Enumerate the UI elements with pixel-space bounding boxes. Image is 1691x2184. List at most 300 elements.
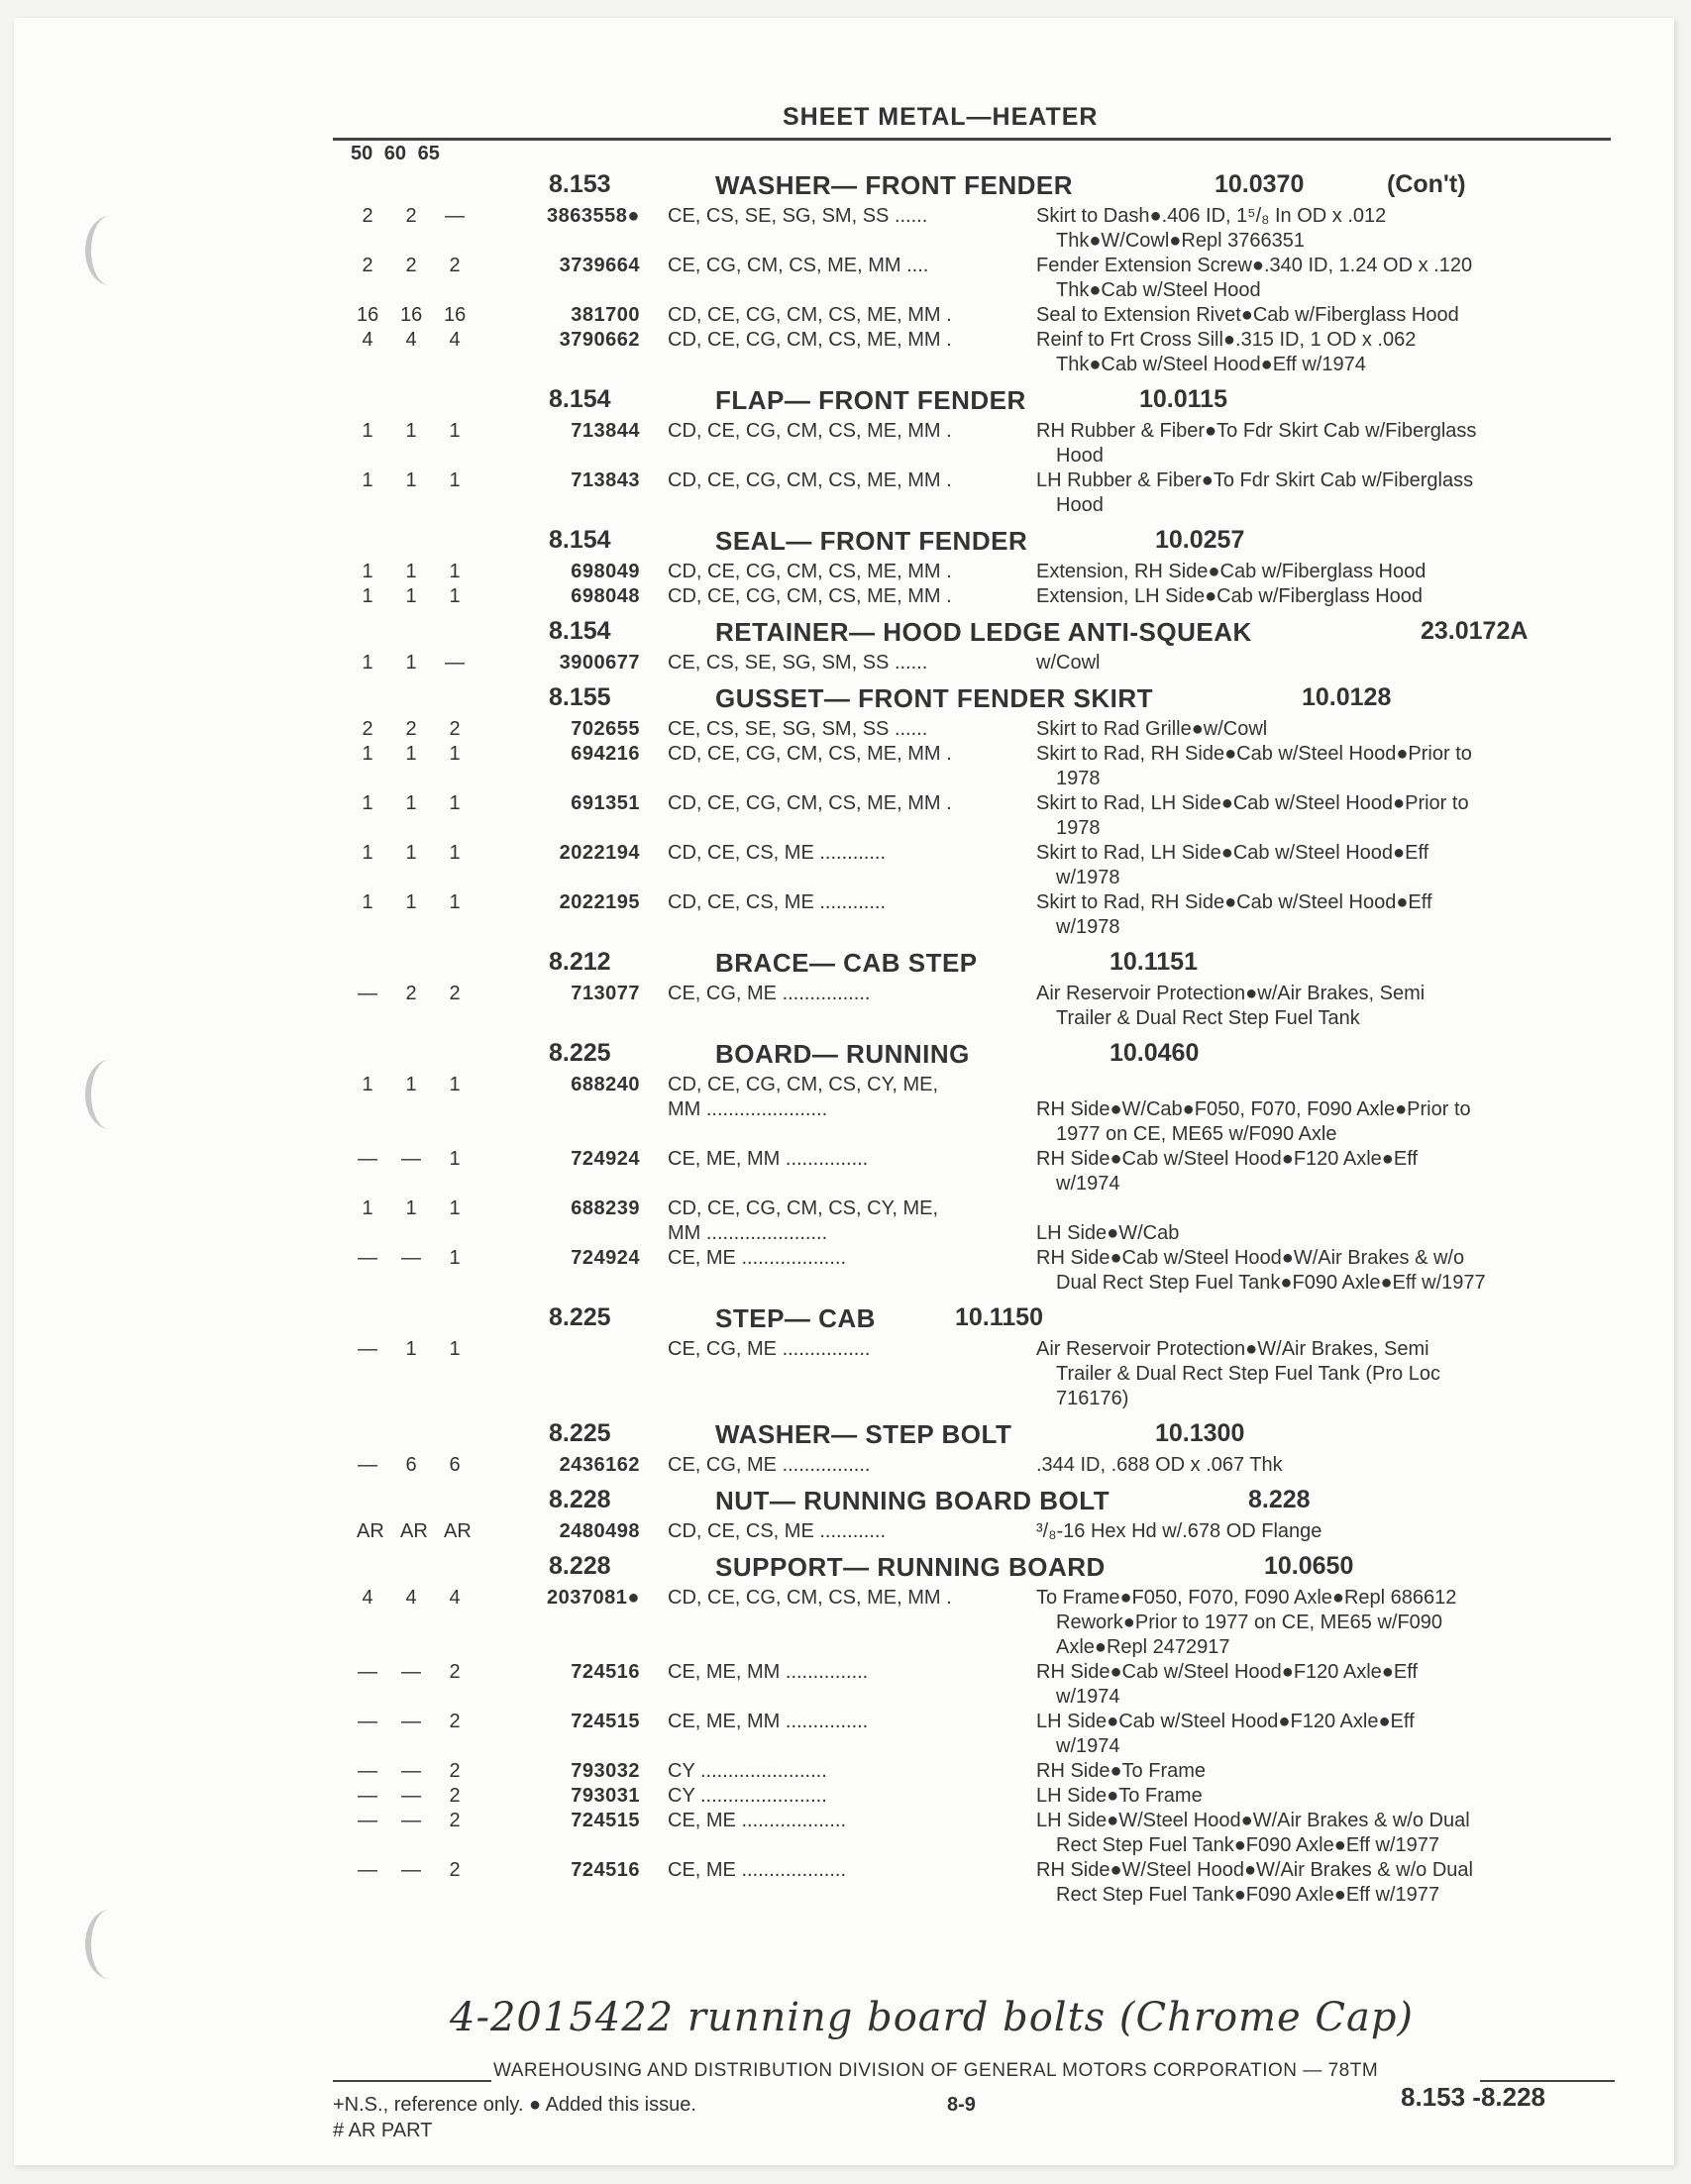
section-code: 10.0460 bbox=[1110, 1039, 1200, 1067]
quantity: 1 bbox=[449, 1197, 461, 1219]
part-description bbox=[1036, 303, 1611, 328]
quantity: 4 bbox=[405, 1587, 417, 1609]
footer-division: WAREHOUSING AND DISTRIBUTION DIVISION OF GENERAL MOTORS CORPORATION — 78TM bbox=[493, 2060, 1379, 2081]
part-row bbox=[14, 717, 1674, 742]
quantity: 2 bbox=[449, 1661, 461, 1683]
model-codes-line: CD, CE, CS, ME ............ bbox=[668, 891, 887, 913]
quantity: — bbox=[358, 1711, 377, 1732]
footer-note: +N.S., reference only. ● Added this issue. bbox=[333, 2094, 696, 2116]
description-line: Rework●Prior to 1977 on CE, ME65 w/F090 bbox=[1056, 1612, 1443, 1633]
section-header bbox=[14, 162, 1674, 204]
model-codes-line: CE, ME ................... bbox=[668, 1810, 847, 1831]
description-line: LH Side●W/Cab bbox=[1036, 1222, 1180, 1244]
quantity: 1 bbox=[405, 469, 417, 491]
quantity: 1 bbox=[362, 561, 373, 582]
quantity: 16 bbox=[400, 304, 423, 326]
quantity: AR bbox=[357, 1520, 384, 1542]
section-title: BOARD— RUNNING bbox=[715, 1039, 970, 1069]
section-header bbox=[14, 1031, 1674, 1073]
model-codes-line: CE, CG, CM, CS, ME, MM .... bbox=[668, 255, 929, 276]
quantity: 1 bbox=[362, 420, 373, 442]
quantity: 2 bbox=[362, 205, 373, 227]
description-line: Skirt to Rad Grille●w/Cowl bbox=[1036, 718, 1268, 740]
quantity: — bbox=[401, 1859, 421, 1881]
footer-rule bbox=[333, 2080, 491, 2082]
description-line: 1978 bbox=[1056, 817, 1101, 839]
quantity: 1 bbox=[405, 561, 417, 582]
quantity: — bbox=[401, 1148, 421, 1170]
quantity: 1 bbox=[405, 1074, 417, 1095]
part-number: 724515 bbox=[571, 1711, 640, 1732]
part-description bbox=[1036, 1196, 1611, 1246]
part-number: 724924 bbox=[571, 1148, 640, 1170]
description-line: Seal to Extension Rivet●Cab w/Fiberglass Hood bbox=[1036, 304, 1459, 326]
section-number: 8.212 bbox=[549, 948, 611, 976]
description-line: 716176) bbox=[1056, 1388, 1129, 1409]
part-description bbox=[1036, 841, 1611, 890]
model-codes-line: CD, CE, CG, CM, CS, CY, ME, bbox=[668, 1074, 938, 1095]
quantity: — bbox=[358, 1338, 377, 1360]
description-line: Skirt to Rad, RH Side●Cab w/Steel Hood●Prior to bbox=[1036, 743, 1472, 765]
description-line: Trailer & Dual Rect Step Fuel Tank (Pro Loc bbox=[1056, 1363, 1440, 1385]
section-header bbox=[14, 1544, 1674, 1586]
model-codes-line: MM ...................... bbox=[668, 1222, 828, 1244]
model-codes bbox=[668, 1337, 1022, 1362]
quantity: — bbox=[358, 983, 377, 1004]
model-codes bbox=[668, 204, 1022, 229]
quantity: 2 bbox=[362, 255, 373, 276]
page-range: 8.153 -8.228 bbox=[1401, 2082, 1546, 2112]
part-description bbox=[1036, 1586, 1611, 1660]
part-row bbox=[14, 303, 1674, 328]
quantity: — bbox=[358, 1859, 377, 1881]
quantity: 2 bbox=[449, 1859, 461, 1881]
quantity: 1 bbox=[449, 842, 461, 864]
model-codes bbox=[668, 841, 1022, 866]
model-codes-line: CD, CE, CG, CM, CS, ME, MM . bbox=[668, 792, 952, 814]
quantity: — bbox=[358, 1760, 377, 1782]
section-header bbox=[14, 1411, 1674, 1453]
description-line: 1978 bbox=[1056, 768, 1101, 789]
model-codes-line: CE, CG, ME ................ bbox=[668, 1454, 871, 1476]
quantity: 1 bbox=[405, 1197, 417, 1219]
page-title: SHEET METAL—HEATER bbox=[783, 103, 1099, 131]
model-codes-line: CD, CE, CG, CM, CS, ME, MM . bbox=[668, 561, 952, 582]
description-line: Thk●Cab w/Steel Hood●Eff w/1974 bbox=[1056, 354, 1366, 375]
quantity: 4 bbox=[405, 329, 417, 351]
part-number: 793031 bbox=[571, 1785, 640, 1807]
model-codes-line: CE, ME, MM ............... bbox=[668, 1711, 869, 1732]
section-title: STEP— CAB bbox=[715, 1303, 876, 1333]
section-code: 10.0370 bbox=[1215, 170, 1305, 198]
section-number: 8.154 bbox=[549, 385, 611, 413]
description-line: Thk●Cab w/Steel Hood bbox=[1056, 279, 1261, 301]
part-description bbox=[1036, 1453, 1611, 1478]
description-line: LH Rubber & Fiber●To Fdr Skirt Cab w/Fiberglass bbox=[1036, 469, 1474, 491]
part-number: 724515 bbox=[571, 1810, 640, 1831]
model-codes-line: CD, CE, CG, CM, CS, ME, MM . bbox=[668, 585, 952, 607]
part-number: 688239 bbox=[571, 1197, 640, 1219]
part-description bbox=[1036, 1660, 1611, 1710]
section-suffix: (Con't) bbox=[1387, 170, 1466, 198]
model-codes-line: CE, CS, SE, SG, SM, SS ...... bbox=[668, 718, 928, 740]
part-description bbox=[1036, 1809, 1611, 1858]
description-line: w/1978 bbox=[1056, 916, 1120, 938]
spacer bbox=[1036, 1073, 1611, 1097]
part-number: 688240 bbox=[571, 1074, 640, 1095]
section-code: 10.0115 bbox=[1139, 385, 1227, 413]
part-number: 3790662 bbox=[559, 329, 640, 351]
section-header bbox=[14, 377, 1674, 419]
model-codes bbox=[668, 791, 1022, 816]
quantity: — bbox=[358, 1661, 377, 1683]
part-row bbox=[14, 1147, 1674, 1196]
part-number: 724516 bbox=[571, 1661, 640, 1683]
description-line: LH Side●To Frame bbox=[1036, 1785, 1203, 1807]
model-codes bbox=[668, 717, 1022, 742]
quantity: 6 bbox=[449, 1454, 461, 1476]
section-title: SUPPORT— RUNNING BOARD bbox=[715, 1552, 1106, 1582]
section-header bbox=[14, 940, 1674, 982]
quantity: 1 bbox=[449, 420, 461, 442]
model-codes bbox=[668, 742, 1022, 767]
part-number: 2022194 bbox=[559, 842, 640, 864]
model-codes-line: CD, CE, CS, ME ............ bbox=[668, 1520, 887, 1542]
model-codes bbox=[668, 1586, 1022, 1611]
quantity: AR bbox=[400, 1520, 428, 1542]
description-line: Trailer & Dual Rect Step Fuel Tank bbox=[1056, 1007, 1360, 1029]
quantity: — bbox=[358, 1247, 377, 1269]
section-header bbox=[14, 676, 1674, 717]
model-codes bbox=[668, 328, 1022, 353]
quantity: 4 bbox=[362, 329, 373, 351]
quantity: 16 bbox=[357, 304, 379, 326]
description-line: w/1974 bbox=[1056, 1173, 1120, 1195]
part-description bbox=[1036, 468, 1611, 518]
quantity: 1 bbox=[449, 469, 461, 491]
part-number: 724516 bbox=[571, 1859, 640, 1881]
model-codes bbox=[668, 1858, 1022, 1883]
quantity: 1 bbox=[449, 792, 461, 814]
handwritten-note: 4-2015422 running board bolts (Chrome Cap) bbox=[450, 1995, 1415, 2040]
model-codes bbox=[668, 560, 1022, 584]
description-line: Hood bbox=[1056, 494, 1104, 516]
part-description bbox=[1036, 1784, 1611, 1809]
part-row bbox=[14, 468, 1674, 518]
part-row bbox=[14, 1586, 1674, 1660]
quantity: — bbox=[401, 1810, 421, 1831]
section-number: 8.154 bbox=[549, 526, 611, 554]
part-description bbox=[1036, 1337, 1611, 1411]
model-codes bbox=[668, 1809, 1022, 1833]
description-line: Rect Step Fuel Tank●F090 Axle●Eff w/1977 bbox=[1056, 1834, 1439, 1856]
description-line: ³/₈-16 Hex Hd w/.678 OD Flange bbox=[1036, 1520, 1322, 1542]
quantity: 2 bbox=[449, 718, 461, 740]
description-line: Fender Extension Screw●.340 ID, 1.24 OD x .120 bbox=[1036, 255, 1473, 276]
quantity: 2 bbox=[449, 1711, 461, 1732]
quantity: — bbox=[401, 1247, 421, 1269]
section-code: 10.1150 bbox=[955, 1303, 1043, 1331]
column-header: 50 60 65 bbox=[351, 143, 440, 164]
model-codes-line: CD, CE, CG, CM, CS, CY, ME, bbox=[668, 1197, 938, 1219]
part-description bbox=[1036, 1147, 1611, 1196]
model-codes-line: CE, ME ................... bbox=[668, 1247, 847, 1269]
description-line: Hood bbox=[1056, 445, 1104, 467]
model-codes bbox=[668, 584, 1022, 609]
section-number: 8.228 bbox=[549, 1552, 611, 1580]
section-number: 8.228 bbox=[549, 1486, 611, 1513]
part-description bbox=[1036, 328, 1611, 377]
model-codes-line: CY ....................... bbox=[668, 1760, 827, 1782]
part-row bbox=[14, 1337, 1674, 1411]
section-number: 8.225 bbox=[549, 1303, 611, 1331]
model-codes bbox=[668, 1196, 1022, 1246]
model-codes bbox=[668, 303, 1022, 328]
model-codes bbox=[668, 1660, 1022, 1685]
part-row bbox=[14, 328, 1674, 377]
model-codes-line: MM ...................... bbox=[668, 1098, 828, 1120]
model-codes-line: CE, CG, ME ................ bbox=[668, 983, 871, 1004]
quantity: 1 bbox=[362, 792, 373, 814]
section-code: 10.1300 bbox=[1155, 1419, 1245, 1447]
part-row bbox=[14, 890, 1674, 940]
part-row bbox=[14, 742, 1674, 791]
quantity: 1 bbox=[362, 1074, 373, 1095]
quantity: 1 bbox=[362, 652, 373, 674]
part-number: 702655 bbox=[571, 718, 640, 740]
description-line: RH Side●W/Cab●F050, F070, F090 Axle●Prior to bbox=[1036, 1098, 1471, 1120]
part-description bbox=[1036, 419, 1611, 468]
part-row bbox=[14, 1858, 1674, 1908]
model-codes bbox=[668, 1147, 1022, 1172]
quantity: 1 bbox=[405, 842, 417, 864]
description-line: To Frame●F050, F070, F090 Axle●Repl 686612 bbox=[1036, 1587, 1457, 1609]
description-line: Dual Rect Step Fuel Tank●F090 Axle●Eff w/1977 bbox=[1056, 1272, 1486, 1294]
description-line: RH Side●Cab w/Steel Hood●W/Air Brakes & w/o bbox=[1036, 1247, 1465, 1269]
part-row bbox=[14, 982, 1674, 1031]
description-line: Thk●W/Cowl●Repl 3766351 bbox=[1056, 230, 1305, 252]
section-title: RETAINER— HOOD LEDGE ANTI-SQUEAK bbox=[715, 617, 1252, 647]
quantity: 1 bbox=[362, 842, 373, 864]
quantity: 4 bbox=[449, 1587, 461, 1609]
model-codes-line: CE, CS, SE, SG, SM, SS ...... bbox=[668, 652, 928, 674]
part-number: 2037081● bbox=[547, 1587, 640, 1609]
description-line: Reinf to Frt Cross Sill●.315 ID, 1 OD x .062 bbox=[1036, 329, 1417, 351]
description-line: w/1974 bbox=[1056, 1735, 1120, 1757]
spacer bbox=[1036, 1196, 1611, 1221]
quantity: 2 bbox=[449, 255, 461, 276]
part-number: 3863558● bbox=[547, 205, 640, 227]
description-line: Axle●Repl 2472917 bbox=[1056, 1636, 1230, 1658]
quantity: 2 bbox=[449, 983, 461, 1004]
quantity: 1 bbox=[449, 561, 461, 582]
quantity: 1 bbox=[449, 1247, 461, 1269]
quantity: — bbox=[358, 1454, 377, 1476]
quantity: 1 bbox=[449, 1148, 461, 1170]
quantity: 1 bbox=[362, 743, 373, 765]
description-line: Skirt to Rad, LH Side●Cab w/Steel Hood●Prior to bbox=[1036, 792, 1469, 814]
quantity: 2 bbox=[362, 718, 373, 740]
section-code: 10.0650 bbox=[1264, 1552, 1354, 1580]
part-row bbox=[14, 1073, 1674, 1147]
section-number: 8.153 bbox=[549, 170, 611, 198]
model-codes bbox=[668, 651, 1022, 676]
section-code: 23.0172A bbox=[1421, 617, 1529, 645]
part-row bbox=[14, 1660, 1674, 1710]
section-title: FLAP— FRONT FENDER bbox=[715, 385, 1026, 415]
description-line: 1977 on CE, ME65 w/F090 Axle bbox=[1056, 1123, 1337, 1145]
quantity: 2 bbox=[405, 718, 417, 740]
section-header bbox=[14, 1478, 1674, 1519]
model-codes-line: CD, CE, CG, CM, CS, ME, MM . bbox=[668, 304, 952, 326]
part-row bbox=[14, 1710, 1674, 1759]
quantity: 2 bbox=[449, 1785, 461, 1807]
section-code: 10.0128 bbox=[1302, 683, 1392, 711]
quantity: 16 bbox=[444, 304, 467, 326]
model-codes bbox=[668, 890, 1022, 915]
part-description bbox=[1036, 1519, 1611, 1544]
section-code: 8.228 bbox=[1248, 1486, 1311, 1513]
part-description bbox=[1036, 791, 1611, 841]
part-row bbox=[14, 1196, 1674, 1246]
quantity: — bbox=[401, 1760, 421, 1782]
part-description bbox=[1036, 204, 1611, 254]
quantity: 1 bbox=[405, 652, 417, 674]
part-row bbox=[14, 1809, 1674, 1858]
description-line: RH Side●To Frame bbox=[1036, 1760, 1207, 1782]
description-line: .344 ID, .688 OD x .067 Thk bbox=[1036, 1454, 1283, 1476]
part-description bbox=[1036, 651, 1611, 676]
quantity: 2 bbox=[405, 983, 417, 1004]
section-title: WASHER— STEP BOLT bbox=[715, 1419, 1012, 1449]
description-line: RH Side●W/Steel Hood●W/Air Brakes & w/o Dual bbox=[1036, 1859, 1473, 1881]
part-row bbox=[14, 791, 1674, 841]
part-row bbox=[14, 584, 1674, 609]
description-line: Air Reservoir Protection●w/Air Brakes, Semi bbox=[1036, 983, 1426, 1004]
section-code: 10.0257 bbox=[1155, 526, 1245, 554]
quantity: 1 bbox=[405, 891, 417, 913]
model-codes bbox=[668, 982, 1022, 1006]
part-row bbox=[14, 204, 1674, 254]
part-number: 724924 bbox=[571, 1247, 640, 1269]
model-codes-line: CD, CE, CG, CM, CS, ME, MM . bbox=[668, 743, 952, 765]
quantity: 1 bbox=[449, 891, 461, 913]
binder-hole bbox=[85, 1910, 135, 1979]
part-description bbox=[1036, 982, 1611, 1031]
quantity: 6 bbox=[405, 1454, 417, 1476]
quantity: 1 bbox=[449, 743, 461, 765]
description-line: Skirt to Rad, LH Side●Cab w/Steel Hood●Eff bbox=[1036, 842, 1429, 864]
quantity: 1 bbox=[405, 585, 417, 607]
description-line: Extension, RH Side●Cab w/Fiberglass Hood bbox=[1036, 561, 1427, 582]
quantity: AR bbox=[444, 1520, 472, 1542]
part-description bbox=[1036, 1858, 1611, 1908]
model-codes-line: CD, CE, CG, CM, CS, ME, MM . bbox=[668, 420, 952, 442]
page-number: 8-9 bbox=[947, 2094, 976, 2116]
quantity: 2 bbox=[449, 1760, 461, 1782]
description-line: Rect Step Fuel Tank●F090 Axle●Eff w/1977 bbox=[1056, 1884, 1439, 1906]
quantity: — bbox=[358, 1148, 377, 1170]
part-number: 3739664 bbox=[559, 255, 640, 276]
part-number: 3900677 bbox=[559, 652, 640, 674]
part-number: 2436162 bbox=[559, 1454, 640, 1476]
part-row bbox=[14, 651, 1674, 676]
model-codes-line: CE, CG, ME ................ bbox=[668, 1338, 871, 1360]
quantity: 4 bbox=[362, 1587, 373, 1609]
quantity: — bbox=[401, 1785, 421, 1807]
quantity: — bbox=[401, 1661, 421, 1683]
title-rule bbox=[333, 138, 1611, 141]
part-description bbox=[1036, 742, 1611, 791]
description-line: RH Rubber & Fiber●To Fdr Skirt Cab w/Fiberglass bbox=[1036, 420, 1477, 442]
quantity: — bbox=[445, 205, 465, 227]
part-number: 2480498 bbox=[559, 1520, 640, 1542]
model-codes-line: CY ....................... bbox=[668, 1785, 827, 1807]
model-codes bbox=[668, 1453, 1022, 1478]
model-codes bbox=[668, 419, 1022, 444]
description-line: Skirt to Rad, RH Side●Cab w/Steel Hood●Eff bbox=[1036, 891, 1432, 913]
part-row bbox=[14, 841, 1674, 890]
section-header bbox=[14, 518, 1674, 560]
catalog-page bbox=[14, 18, 1674, 2165]
part-description bbox=[1036, 717, 1611, 742]
part-row bbox=[14, 1519, 1674, 1544]
part-row bbox=[14, 419, 1674, 468]
description-line: LH Side●W/Steel Hood●W/Air Brakes & w/o Dual bbox=[1036, 1810, 1470, 1831]
part-row bbox=[14, 1453, 1674, 1478]
part-row bbox=[14, 254, 1674, 303]
quantity: 1 bbox=[362, 891, 373, 913]
description-line: w/1978 bbox=[1056, 867, 1120, 888]
description-line: RH Side●Cab w/Steel Hood●F120 Axle●Eff bbox=[1036, 1661, 1418, 1683]
section-number: 8.155 bbox=[549, 683, 611, 711]
quantity: — bbox=[445, 652, 465, 674]
description-line: LH Side●Cab w/Steel Hood●F120 Axle●Eff bbox=[1036, 1711, 1415, 1732]
section-header bbox=[14, 609, 1674, 651]
description-line: Skirt to Dash●.406 ID, 1⁵/₈ In OD x .012 bbox=[1036, 205, 1387, 227]
model-codes bbox=[668, 468, 1022, 493]
model-codes bbox=[668, 1759, 1022, 1784]
model-codes bbox=[668, 1246, 1022, 1271]
quantity: — bbox=[401, 1711, 421, 1732]
part-row bbox=[14, 1784, 1674, 1809]
quantity: 1 bbox=[405, 420, 417, 442]
model-codes-line: CE, ME, MM ............... bbox=[668, 1148, 869, 1170]
section-title: SEAL— FRONT FENDER bbox=[715, 526, 1028, 556]
part-description bbox=[1036, 584, 1611, 609]
model-codes-line: CD, CE, CG, CM, CS, ME, MM . bbox=[668, 1587, 952, 1609]
part-number: 698049 bbox=[571, 561, 640, 582]
description-line: RH Side●Cab w/Steel Hood●F120 Axle●Eff bbox=[1036, 1148, 1418, 1170]
model-codes bbox=[668, 254, 1022, 278]
quantity: 1 bbox=[362, 469, 373, 491]
quantity: 1 bbox=[449, 1074, 461, 1095]
section-code: 10.1151 bbox=[1110, 948, 1198, 976]
parts-list bbox=[14, 162, 1674, 1908]
section-title: NUT— RUNNING BOARD BOLT bbox=[715, 1486, 1110, 1515]
part-row bbox=[14, 1246, 1674, 1296]
part-row bbox=[14, 1759, 1674, 1784]
part-description bbox=[1036, 254, 1611, 303]
quantity: 2 bbox=[405, 205, 417, 227]
description-line: w/Cowl bbox=[1036, 652, 1101, 674]
description-line: w/1974 bbox=[1056, 1686, 1120, 1708]
part-description bbox=[1036, 1759, 1611, 1784]
description-line: Extension, LH Side●Cab w/Fiberglass Hood bbox=[1036, 585, 1424, 607]
section-title: WASHER— FRONT FENDER bbox=[715, 170, 1073, 200]
quantity: 1 bbox=[405, 1338, 417, 1360]
part-description bbox=[1036, 890, 1611, 940]
